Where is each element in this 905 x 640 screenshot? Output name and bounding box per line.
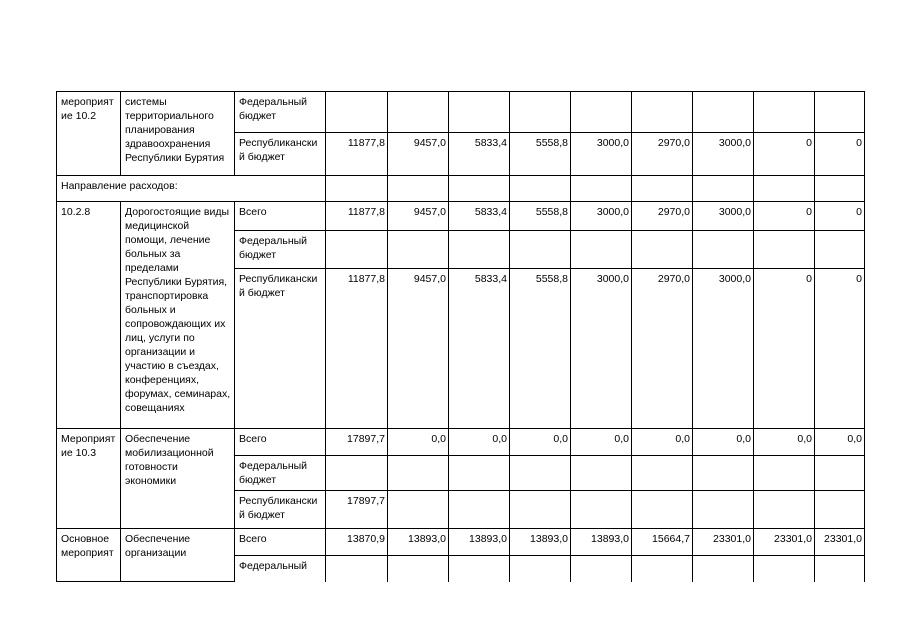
table-cell: 2970,0: [632, 269, 693, 429]
table-cell: [754, 176, 815, 202]
table-cell: [571, 176, 632, 202]
table-cell: [388, 491, 449, 529]
table-cell: Всего: [235, 202, 326, 231]
table-cell: 5833,4: [449, 202, 510, 231]
table-cell: 3000,0: [693, 133, 754, 176]
table-cell: Всего: [235, 429, 326, 456]
table-cell: [449, 176, 510, 202]
table-cell: [632, 176, 693, 202]
table-cell: 0,0: [449, 429, 510, 456]
table-cell: 13893,0: [510, 529, 571, 556]
table-cell: [388, 176, 449, 202]
table-cell: 9457,0: [388, 133, 449, 176]
table-cell: 11877,8: [326, 202, 388, 231]
table-cell: 17897,7: [326, 429, 388, 456]
table-cell: 3000,0: [571, 269, 632, 429]
table-cell: [693, 456, 754, 491]
table-cell: 13893,0: [571, 529, 632, 556]
table-cell: 23301,0: [754, 529, 815, 556]
table-cell: 0: [815, 133, 865, 176]
table-cell: 23301,0: [815, 529, 865, 556]
table-cell: 0,0: [571, 429, 632, 456]
table-cell: Всего: [235, 529, 326, 556]
table-cell: [754, 491, 815, 529]
table-cell: 13893,0: [449, 529, 510, 556]
table-cell: [571, 491, 632, 529]
table-cell: системы территориального планирования здравоохранения Республики Бурятия: [121, 92, 235, 176]
table-cell: [388, 456, 449, 491]
table-cell: 9457,0: [388, 202, 449, 231]
table-cell: [754, 231, 815, 269]
table-cell: [510, 491, 571, 529]
table-row: [57, 202, 865, 231]
table-cell: Федеральный бюджет: [235, 231, 326, 269]
table-cell: [510, 231, 571, 269]
table-cell: 5833,4: [449, 269, 510, 429]
table-cell: [510, 92, 571, 133]
table-cell: [388, 92, 449, 133]
table-cell: [449, 456, 510, 491]
table-cell: [754, 556, 815, 582]
table-row: [57, 529, 865, 556]
table-cell: Основное мероприят: [57, 529, 121, 582]
table-cell: [326, 556, 388, 582]
table-cell: [632, 491, 693, 529]
table-cell: 2970,0: [632, 133, 693, 176]
table-cell: 23301,0: [693, 529, 754, 556]
table-cell: 0: [815, 269, 865, 429]
table-cell: 0,0: [388, 429, 449, 456]
table-cell: [571, 456, 632, 491]
table-cell: 10.2.8: [57, 202, 121, 429]
table-cell: [815, 92, 865, 133]
table-cell: [754, 92, 815, 133]
table-cell: [632, 456, 693, 491]
table-cell: 11877,8: [326, 269, 388, 429]
table-cell: [449, 92, 510, 133]
table-cell: Республикански й бюджет: [235, 133, 326, 176]
table-cell: 13893,0: [388, 529, 449, 556]
budget-table-body: [57, 92, 865, 582]
table-cell: [449, 491, 510, 529]
table-cell: [449, 556, 510, 582]
table-cell: 0,0: [815, 429, 865, 456]
table-cell: [388, 556, 449, 582]
table-cell: [571, 231, 632, 269]
table-cell: 0: [754, 202, 815, 231]
table-cell: 13870,9: [326, 529, 388, 556]
table-cell: Обеспечение организации: [121, 529, 235, 582]
budget-table: [56, 91, 865, 582]
table-cell: [449, 231, 510, 269]
table-cell: [326, 456, 388, 491]
table-cell: Мероприят ие 10.3: [57, 429, 121, 529]
table-cell: [693, 92, 754, 133]
table-cell: мероприят ие 10.2: [57, 92, 121, 176]
table-cell: [571, 556, 632, 582]
table-cell: [632, 92, 693, 133]
table-cell: 17897,7: [326, 491, 388, 529]
table-cell: 9457,0: [388, 269, 449, 429]
table-cell: Республикански й бюджет: [235, 269, 326, 429]
table-cell: [326, 92, 388, 133]
table-cell: [815, 456, 865, 491]
table-cell: 0: [754, 133, 815, 176]
table-cell: 5558,8: [510, 269, 571, 429]
table-cell: [693, 491, 754, 529]
table-cell: 0: [754, 269, 815, 429]
table-cell: [326, 176, 388, 202]
table-cell: 0: [815, 202, 865, 231]
table-cell: 15664,7: [632, 529, 693, 556]
table-cell: [693, 231, 754, 269]
table-cell: [510, 176, 571, 202]
table-cell: [815, 176, 865, 202]
table-cell: [693, 556, 754, 582]
table-row: [57, 429, 865, 456]
table-cell: 5833,4: [449, 133, 510, 176]
table-row: [57, 92, 865, 133]
table-cell: [632, 231, 693, 269]
table-cell: [693, 176, 754, 202]
table-cell: Дорогостоящие виды медицинской помощи, лечение больных за пределами Республики Бурятия, транспортировка больных и сопровождающих их лиц, услуги по организации и участию в съездах, конференциях, форумах, семинарах, совещаниях: [121, 202, 235, 429]
table-cell: 2970,0: [632, 202, 693, 231]
table-cell: [510, 556, 571, 582]
table-cell: Обеспечение мобилизационной готовности экономики: [121, 429, 235, 529]
table-cell: [326, 231, 388, 269]
table-cell: 11877,8: [326, 133, 388, 176]
table-cell: [388, 231, 449, 269]
table-cell: [815, 556, 865, 582]
table-cell: 3000,0: [693, 202, 754, 231]
table-cell: 3000,0: [571, 202, 632, 231]
table-cell: Республикански й бюджет: [235, 491, 326, 529]
table-cell: [571, 92, 632, 133]
table-cell: [815, 231, 865, 269]
table-row: [57, 176, 865, 202]
table-cell: [632, 556, 693, 582]
table-cell: 5558,8: [510, 133, 571, 176]
table-cell: 0,0: [693, 429, 754, 456]
table-cell: 3000,0: [693, 269, 754, 429]
table-cell: 0,0: [754, 429, 815, 456]
table-cell: 0,0: [510, 429, 571, 456]
table-cell: [815, 491, 865, 529]
table-cell: Федеральный: [235, 556, 326, 582]
table-cell: [754, 456, 815, 491]
table-cell: 5558,8: [510, 202, 571, 231]
table-cell: 3000,0: [571, 133, 632, 176]
table-cell: Федеральный бюджет: [235, 456, 326, 491]
table-cell: 0,0: [632, 429, 693, 456]
table-cell: Федеральный бюджет: [235, 92, 326, 133]
table-cell: Направление расходов:: [57, 176, 326, 202]
table-cell: [510, 456, 571, 491]
